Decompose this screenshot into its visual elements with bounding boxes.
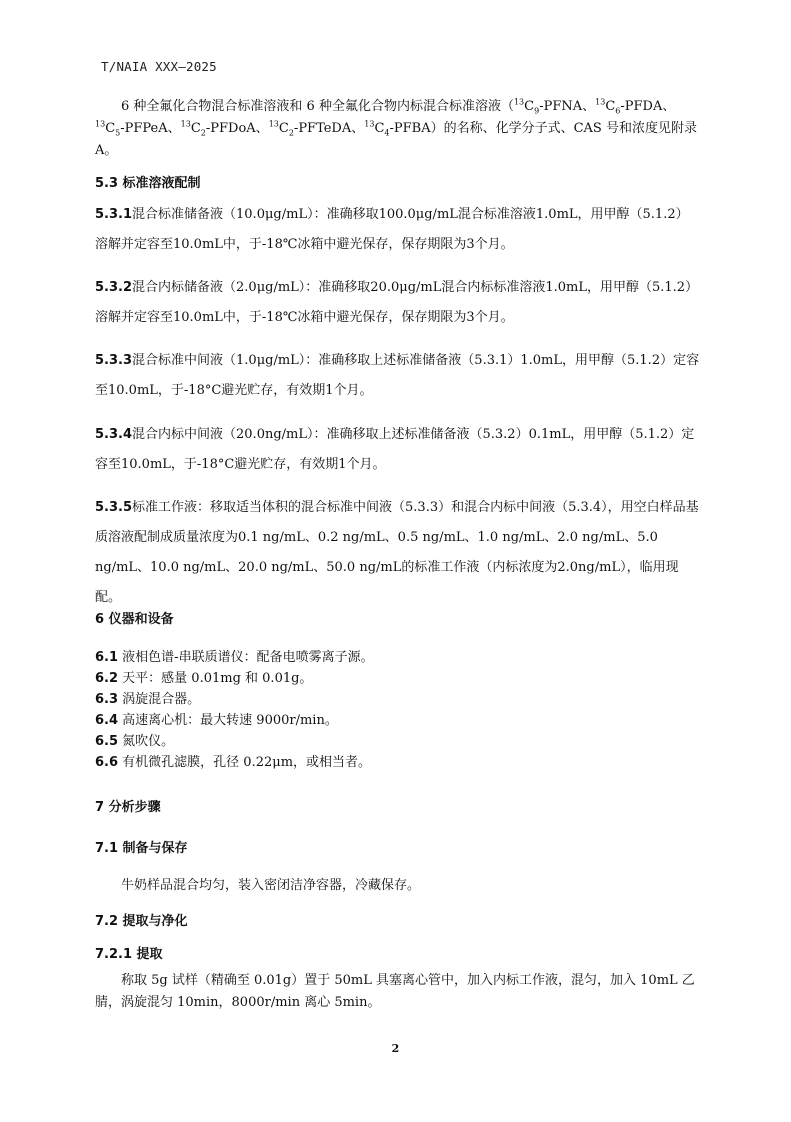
clause-number: 5.3.1	[95, 207, 133, 222]
document-code-header: T/NAIA XXX—2025	[101, 59, 217, 74]
instrument-text: 有机微孔滤膜，孔径 0.22μm，或相当者。	[122, 755, 372, 770]
section-heading-6: 6 仪器和设备	[95, 612, 174, 627]
instrument-number: 6.6	[95, 755, 119, 770]
instrument-item	[95, 668, 700, 689]
instrument-text: 涡旋混合器。	[122, 692, 201, 707]
clause-5-3-3	[95, 346, 700, 406]
instrument-number: 6.1	[95, 650, 119, 665]
clause-text: 混合内标中间液（20.0ng/mL）：准确移取上述标准储备液（5.3.2）0.1mL，用甲醇（5.1.2）定容至10.0mL，于-18°C避光贮存，有效期1个月。	[95, 427, 695, 472]
section-heading-7-1: 7.1 制备与保存	[95, 841, 188, 856]
instrument-item	[95, 731, 700, 752]
instrument-item	[95, 752, 700, 773]
section-heading-7-2: 7.2 提取与净化	[95, 914, 188, 929]
clause-number: 5.3.5	[95, 500, 133, 515]
clause-number: 5.3.2	[95, 280, 133, 295]
page-number: 2	[391, 1042, 400, 1055]
instrument-number: 6.5	[95, 734, 119, 749]
clause-text: 混合标准储备液（10.0μg/mL）：准确移取100.0μg/mL混合标准溶液1.0mL，用甲醇（5.1.2）溶解并定容至10.0mL中，于-18℃冰箱中避光保存，保存期限为3个月。	[95, 207, 689, 252]
clause-number: 5.3.3	[95, 353, 133, 368]
instrument-text: 高速离心机：最大转速 9000r/min。	[122, 713, 338, 728]
clause-number: 5.3.4	[95, 427, 133, 442]
instrument-number: 6.3	[95, 692, 119, 707]
instrument-list	[95, 647, 700, 773]
clause-5-3-2	[95, 273, 700, 333]
section-heading-7: 7 分析步骤	[95, 800, 161, 815]
paragraph-7-2-1: 称取 5g 试样（精确至 0.01g）置于 50mL 具塞离心管中，加入内标工作液，混匀，加入 10mL 乙腈，涡旋混匀 10min，8000r/min 离心 5min。	[95, 973, 695, 1010]
instrument-item	[95, 710, 700, 731]
instrument-item	[95, 689, 700, 710]
clause-5-3-1	[95, 200, 700, 260]
clause-5-3-5	[95, 493, 700, 613]
instrument-item	[95, 647, 700, 668]
paragraph-7-1: 牛奶样品混合均匀，装入密闭洁净容器，冷藏保存。	[121, 878, 421, 893]
clause-text: 标准工作液：移取适当体积的混合标准中间液（5.3.3）和混合内标中间液（5.3.4），用空白样品基质溶液配制成质量浓度为0.1 ng/mL、0.2 ng/mL、0.5 ng/mL、1.0 ng/mL、2.0 ng/mL、5.0 ng/mL、10.0 ng/mL、20.0 ng/mL、50.0 ng/mL的标准工作液（内标浓度为2.0ng/mL），临用现配。	[95, 500, 699, 605]
clause-5-3-4	[95, 420, 700, 480]
section-heading-7-2-1: 7.2.1 提取	[95, 947, 163, 962]
clause-text: 混合内标储备液（2.0μg/mL）：准确移取20.0μg/mL混合内标标准溶液1.0mL，用甲醇（5.1.2）溶解并定容至10.0mL中，于-18℃冰箱中避光保存，保存期限为3个月。	[95, 280, 699, 325]
section-heading-5-3: 5.3 标准溶液配制	[95, 176, 201, 191]
intro-paragraph: 6 种全氟化合物混合标准溶液和 6 种全氟化合物内标混合标准溶液（$^{13}C_9$-PFNA、$^{13}C_6$-PFDA、$^{13}C_5$-PFPeA、$^{13}C_2$-PFDoA、$^{13}C_2$-PFTeDA、$^{13}C_4-PFBA$）的名称、化学分子式、CAS 号和浓度见附录 A。	[95, 97, 697, 158]
instrument-text: 氮吹仪。	[122, 734, 175, 749]
instrument-number: 6.2	[95, 671, 119, 686]
clause-text: 混合标准中间液（1.0μg/mL）：准确移取上述标准储备液（5.3.1）1.0mL，用甲醇（5.1.2）定容至10.0mL，于-18°C避光贮存，有效期1个月。	[95, 353, 700, 398]
instrument-text: 天平：感量 0.01mg 和 0.01g。	[122, 671, 313, 686]
instrument-text: 液相色谱-串联质谱仪：配备电喷雾离子源。	[122, 650, 374, 665]
instrument-number: 6.4	[95, 713, 119, 728]
